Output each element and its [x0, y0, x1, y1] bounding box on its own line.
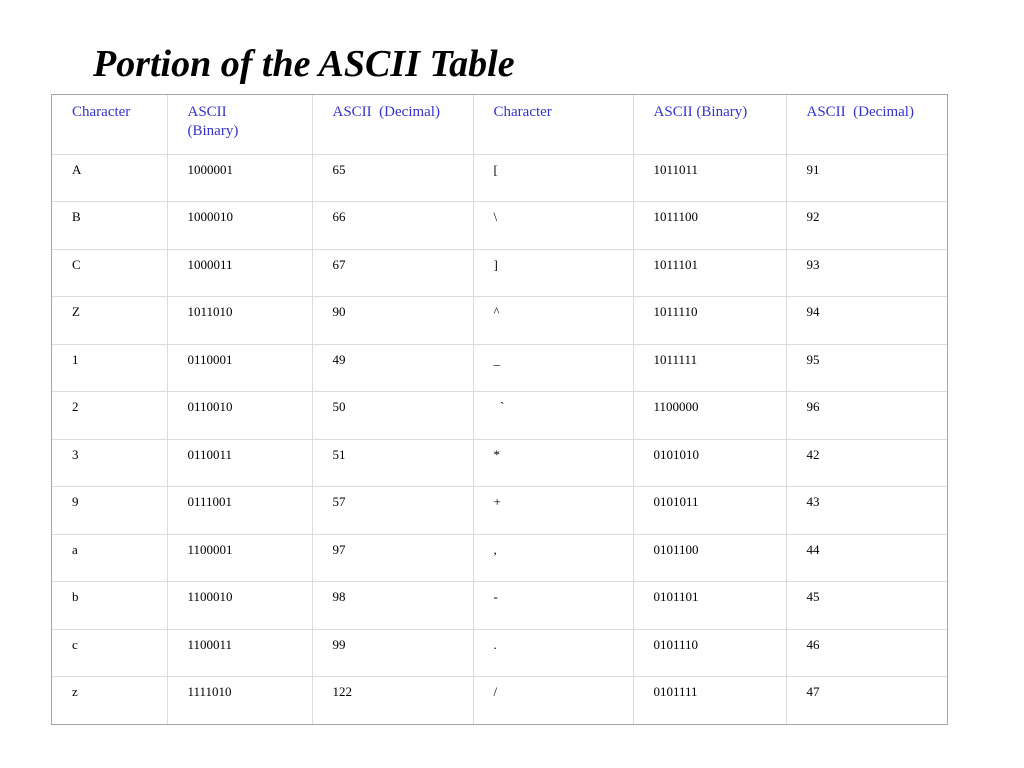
cell-ascii-decimal: 99 [312, 629, 473, 677]
cell-ascii-decimal: 94 [786, 297, 947, 345]
cell-ascii-decimal: 44 [786, 534, 947, 582]
cell-ascii-binary: 0101100 [633, 534, 786, 582]
cell-ascii-decimal: 90 [312, 297, 473, 345]
cell-character: B [52, 202, 167, 250]
table-row [52, 154, 947, 202]
table-row [52, 249, 947, 297]
cell-character: c [52, 629, 167, 677]
table-body [52, 154, 947, 724]
cell-ascii-decimal: 51 [312, 439, 473, 487]
table-row [52, 297, 947, 345]
cell-character: 3 [52, 439, 167, 487]
cell-ascii-decimal: 98 [312, 582, 473, 630]
cell-character: , [473, 534, 633, 582]
cell-ascii-decimal: 97 [312, 534, 473, 582]
cell-ascii-binary: 1011110 [633, 297, 786, 345]
table-row [52, 487, 947, 535]
table-row [52, 582, 947, 630]
cell-ascii-binary: 1000011 [167, 249, 312, 297]
cell-ascii-binary: 0101110 [633, 629, 786, 677]
cell-ascii-binary: 1000010 [167, 202, 312, 250]
cell-ascii-decimal: 95 [786, 344, 947, 392]
ascii-table-container [51, 94, 948, 725]
cell-character: b [52, 582, 167, 630]
table-header-row [52, 95, 947, 154]
cell-ascii-decimal: 122 [312, 677, 473, 725]
cell-character: 1 [52, 344, 167, 392]
slide-title: Portion of the ASCII Table [93, 43, 515, 85]
table-row [52, 202, 947, 250]
cell-ascii-decimal: 43 [786, 487, 947, 535]
cell-character: ] [473, 249, 633, 297]
table-row [52, 629, 947, 677]
cell-ascii-decimal: 66 [312, 202, 473, 250]
cell-ascii-binary: 1100011 [167, 629, 312, 677]
cell-ascii-decimal: 92 [786, 202, 947, 250]
header-ascii-binary: ASCII (Binary) [633, 95, 786, 154]
cell-character: z [52, 677, 167, 725]
table-row [52, 392, 947, 440]
cell-ascii-binary: 0101011 [633, 487, 786, 535]
cell-ascii-binary: 1100001 [167, 534, 312, 582]
cell-ascii-binary: 0101101 [633, 582, 786, 630]
cell-ascii-decimal: 45 [786, 582, 947, 630]
cell-character: a [52, 534, 167, 582]
cell-ascii-binary: 1000001 [167, 154, 312, 202]
cell-ascii-decimal: 47 [786, 677, 947, 725]
cell-ascii-binary: 0111001 [167, 487, 312, 535]
cell-ascii-binary: 0101010 [633, 439, 786, 487]
cell-ascii-decimal: 67 [312, 249, 473, 297]
cell-character: + [473, 487, 633, 535]
cell-character: 9 [52, 487, 167, 535]
cell-ascii-binary: 1011010 [167, 297, 312, 345]
cell-character: ^ [473, 297, 633, 345]
cell-ascii-binary: 0101111 [633, 677, 786, 725]
cell-ascii-decimal: 93 [786, 249, 947, 297]
cell-character: [ [473, 154, 633, 202]
cell-ascii-decimal: 91 [786, 154, 947, 202]
cell-character: A [52, 154, 167, 202]
table-row [52, 677, 947, 725]
table-row [52, 439, 947, 487]
table-row [52, 344, 947, 392]
header-ascii-binary: ASCII (Binary) [167, 95, 312, 154]
cell-ascii-decimal: 49 [312, 344, 473, 392]
header-ascii-decimal: ASCII (Decimal) [786, 95, 947, 154]
cell-ascii-binary: 1100000 [633, 392, 786, 440]
cell-character: * [473, 439, 633, 487]
ascii-table [52, 95, 947, 724]
cell-character: ` [473, 392, 633, 440]
table-row [52, 534, 947, 582]
cell-ascii-binary: 1011101 [633, 249, 786, 297]
cell-ascii-decimal: 96 [786, 392, 947, 440]
header-character: Character [72, 104, 131, 120]
header-character: Character [473, 95, 633, 154]
cell-ascii-decimal: 57 [312, 487, 473, 535]
cell-character: . [473, 629, 633, 677]
cell-ascii-binary: 1011011 [633, 154, 786, 202]
cell-ascii-decimal: 50 [312, 392, 473, 440]
cell-ascii-decimal: 46 [786, 629, 947, 677]
cell-ascii-binary: 0110011 [167, 439, 312, 487]
cell-ascii-decimal: 65 [312, 154, 473, 202]
cell-character: - [473, 582, 633, 630]
cell-character: Z [52, 297, 167, 345]
cell-character: C [52, 249, 167, 297]
cell-character: 2 [52, 392, 167, 440]
cell-character: / [473, 677, 633, 725]
cell-ascii-decimal: 42 [786, 439, 947, 487]
cell-character: _ [473, 344, 633, 392]
header-ascii-decimal: ASCII (Decimal) [312, 95, 473, 154]
cell-ascii-binary: 0110010 [167, 392, 312, 440]
cell-ascii-binary: 1111010 [167, 677, 312, 725]
cell-character: \ [473, 202, 633, 250]
cell-ascii-binary: 1011100 [633, 202, 786, 250]
cell-ascii-binary: 1011111 [633, 344, 786, 392]
cell-ascii-binary: 1100010 [167, 582, 312, 630]
cell-ascii-binary: 0110001 [167, 344, 312, 392]
